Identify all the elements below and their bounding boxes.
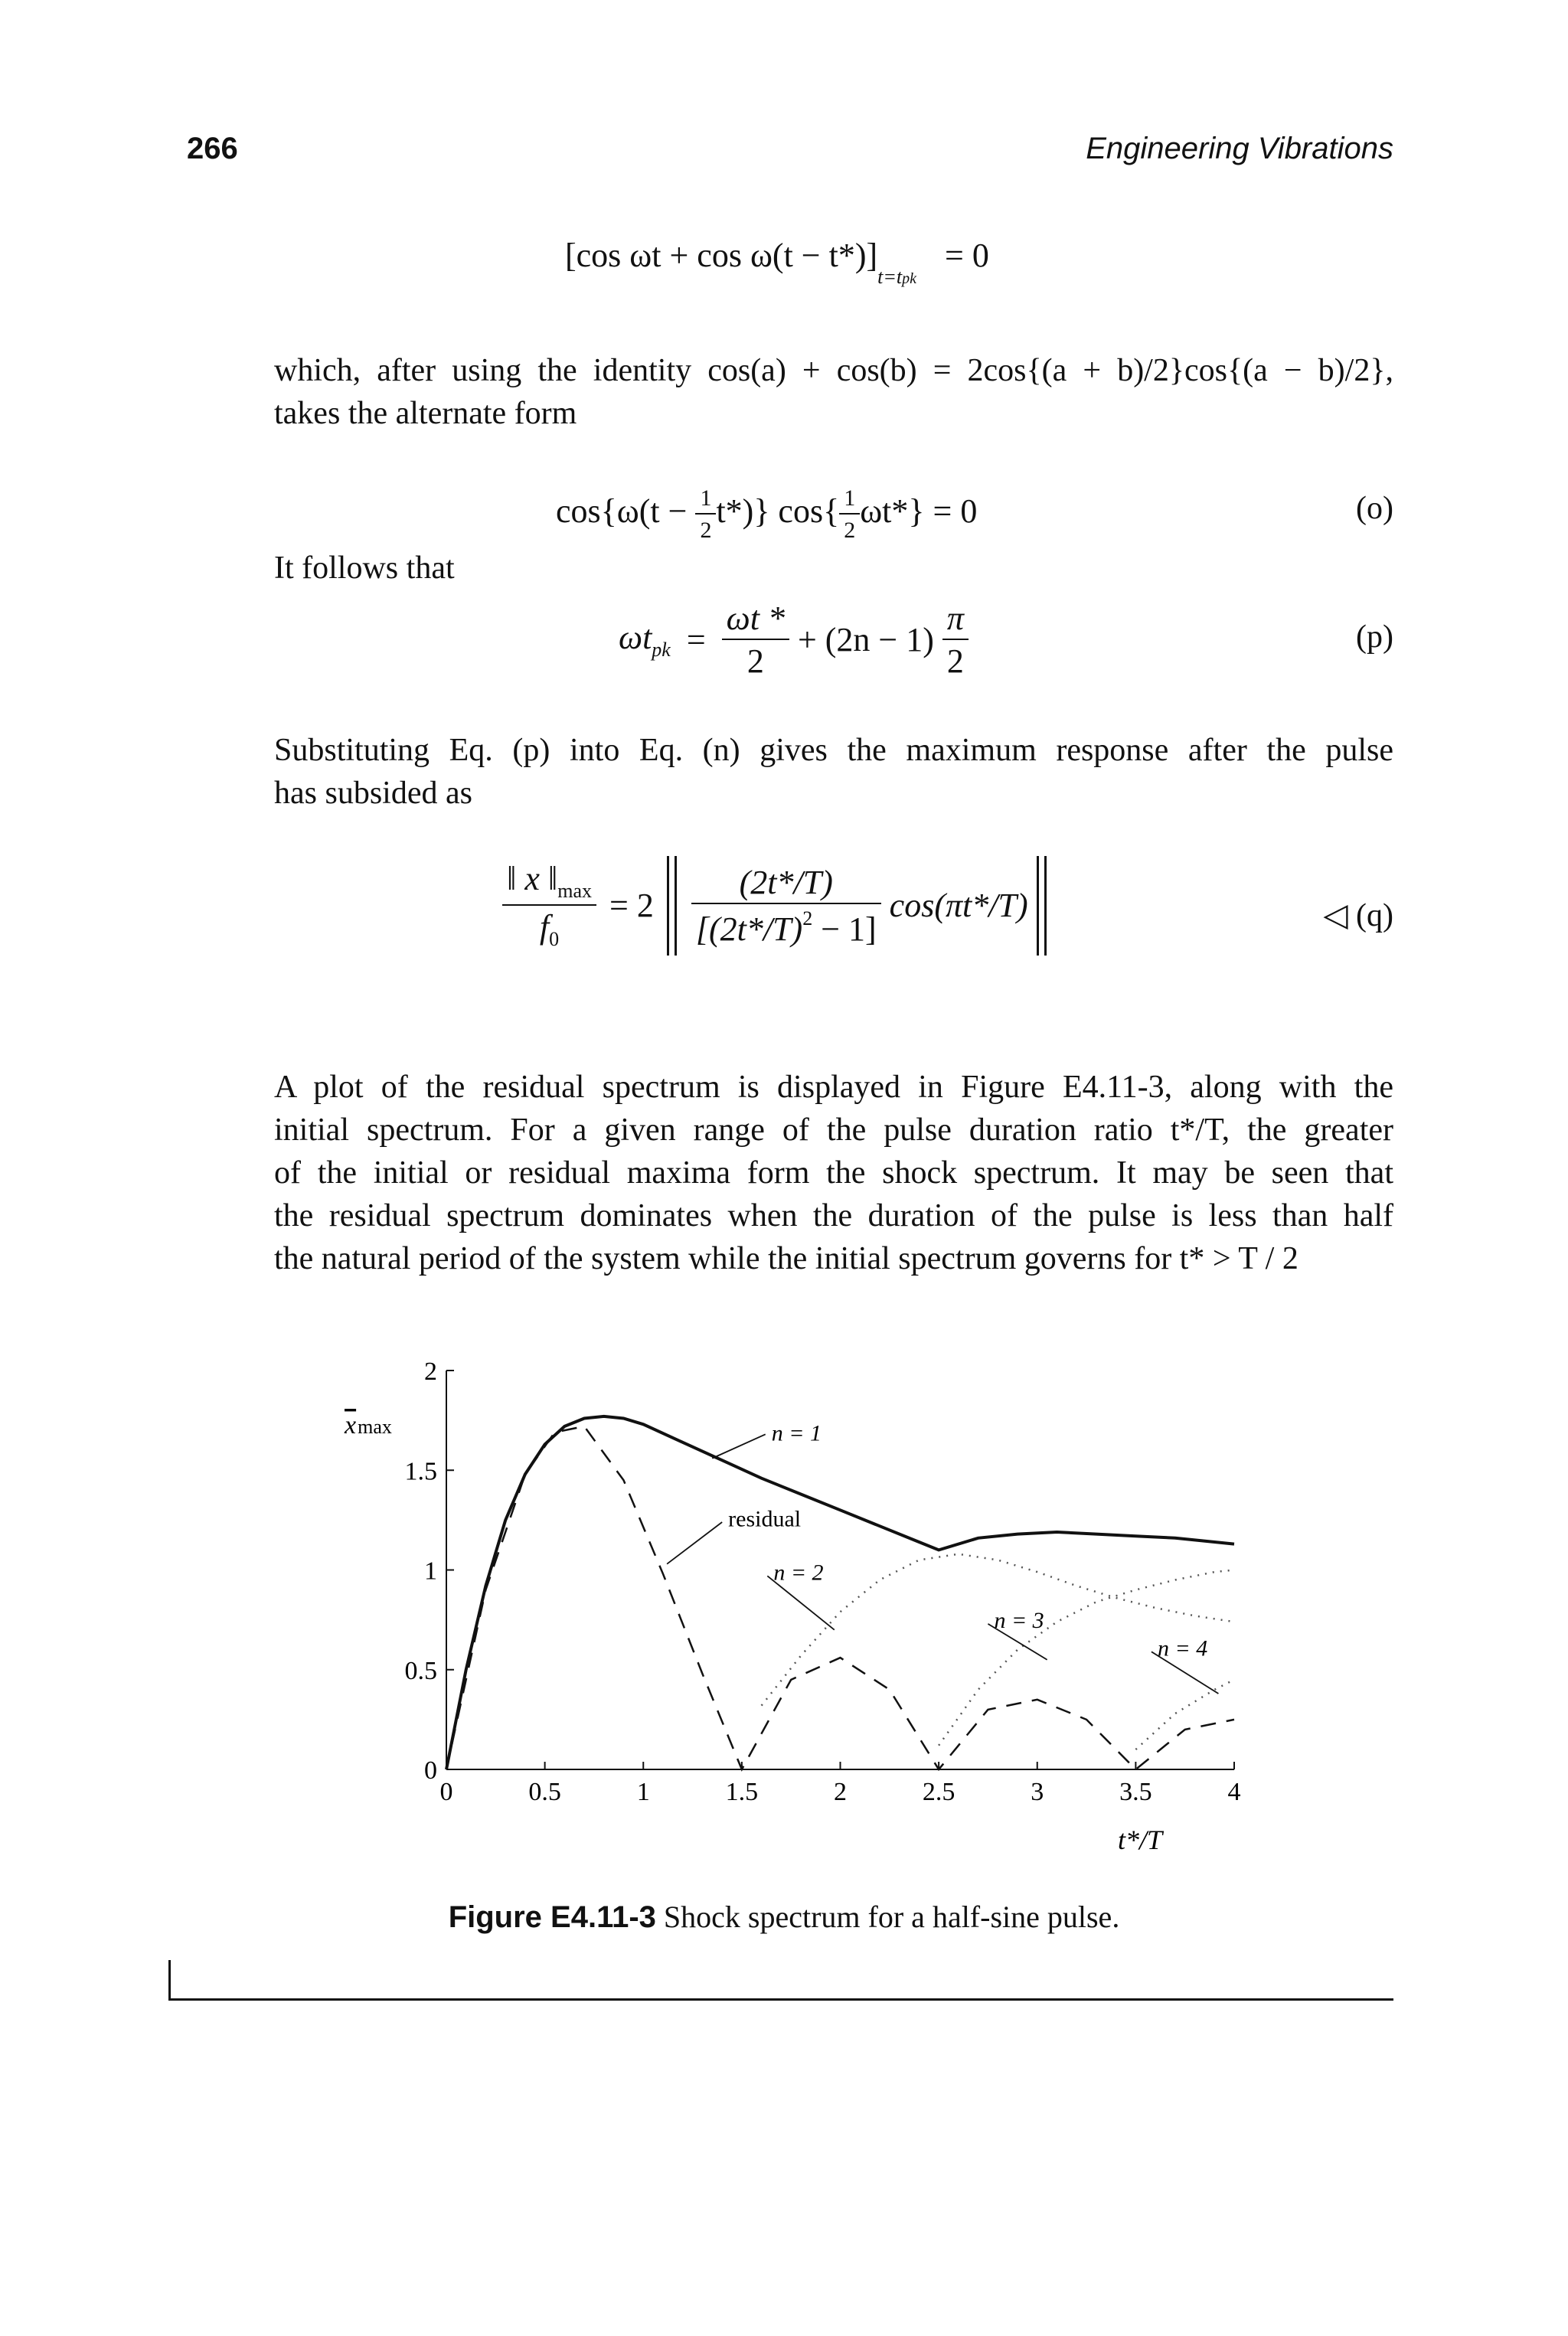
equation-p-lhs: ωt: [619, 618, 652, 656]
equation-o-half-2-num: 1: [839, 487, 860, 515]
x-tick-label: 0.5: [528, 1778, 561, 1806]
equation-q-label: ◁ (q): [1323, 898, 1393, 933]
equation-o-half-1-num: 1: [695, 487, 716, 515]
equation-o: [556, 487, 977, 542]
annotation-leader: [712, 1434, 765, 1458]
y-tick-label: 1: [424, 1557, 437, 1586]
x-tick-label: 2: [834, 1778, 847, 1806]
equation-o-half-2-den: 2: [844, 518, 856, 543]
equation-p-fraction-1-den: 2: [746, 642, 764, 680]
equation-q-lhs-den-sub: 0: [549, 928, 560, 950]
equation-p-equals: =: [686, 621, 706, 658]
paragraph-identity: [274, 349, 1393, 435]
equation-q-lhs-fraction: [502, 862, 596, 949]
equation-o-half-1: [695, 487, 716, 542]
y-tick-label: 2: [424, 1357, 437, 1386]
equation-q: [502, 856, 1047, 956]
equation-q-equals: = 2: [609, 887, 654, 924]
bottom-rule-vertical: [168, 1960, 171, 2000]
equation-q-inner-num: (2t*/T): [691, 866, 881, 904]
equation-q-right-norm-bars: [1037, 856, 1047, 956]
y-tick-label: 0: [424, 1756, 437, 1785]
annotation-label: n = 3: [994, 1608, 1044, 1634]
annotation-label: n = 4: [1157, 1635, 1208, 1661]
equation-p-fraction-1-num: ωt *: [722, 602, 789, 640]
equation-o-part-c: ωt*} = 0: [860, 492, 978, 531]
paragraph-substituting-line-2: has subsided as: [274, 776, 472, 811]
x-tick-label: 1.5: [725, 1778, 759, 1806]
x-tick-label: 4: [1227, 1778, 1241, 1806]
equation-q-inner-fraction: [691, 863, 881, 948]
annotation-leader: [667, 1522, 722, 1564]
equation-o-half-2: [839, 487, 860, 542]
paragraph-identity-line-2: takes the alternate form: [274, 396, 577, 431]
bottom-rule-horizontal: [168, 1998, 1393, 2001]
figure-caption: [0, 1899, 1568, 1935]
paragraph-residual-line-2: initial spectrum. For a given range of the pulse duration ratio t*/T, the greater: [274, 1112, 1393, 1148]
annotation-label: n = 1: [771, 1420, 822, 1446]
equation-p-lhs-sub: pk: [652, 638, 671, 661]
x-tick-label: 2.5: [922, 1778, 956, 1806]
equation-o-part-b: t*)} cos{: [716, 492, 840, 531]
figure-caption-text: Shock spectrum for a half-sine pulse.: [663, 1900, 1120, 1934]
paragraph-substituting-line-1: Substituting Eq. (p) into Eq. (n) gives the maximum response after the pulse: [274, 733, 1393, 768]
equation-p-fraction-2: [942, 602, 969, 678]
y-tick-label: 0.5: [404, 1656, 437, 1685]
running-title: Engineering Vibrations: [1086, 132, 1393, 165]
x-tick-label: 0: [439, 1778, 453, 1806]
chart-y-label: xmax: [345, 1411, 392, 1439]
equation-p-fraction-2-num: π: [942, 602, 969, 640]
equation-p: [619, 602, 969, 678]
equation-p-label: (p): [1356, 619, 1393, 655]
equation-peak-condition: [565, 239, 989, 287]
figure-caption-label: Figure E4.11-3: [448, 1900, 656, 1934]
equation-q-lhs-num: ‖ x ‖: [507, 860, 558, 897]
annotation-label: n = 2: [773, 1560, 824, 1586]
equation-q-left-norm-bars: [667, 856, 677, 956]
paragraph-follows: It follows that: [274, 551, 455, 586]
paragraph-residual-line-4: the residual spectrum dominates when the duration of the pulse is less than half: [274, 1198, 1393, 1233]
paragraph-residual-spectrum: [274, 1066, 1393, 1280]
annotation-label: residual: [728, 1506, 802, 1532]
equation-q-inner-den-sup: 2: [802, 907, 813, 929]
equation-q-inner-den: [(2t*/T): [695, 910, 803, 948]
equation-q-inner-den-tail: − 1]: [812, 910, 877, 948]
equation-p-middle: + (2n − 1): [797, 621, 934, 658]
chart-series: [446, 1416, 1234, 1769]
paragraph-residual-line-1: A plot of the residual spectrum is displayed in Figure E4.11-3, along with the: [274, 1070, 1393, 1105]
chart-x-label: t*/T: [1118, 1825, 1163, 1855]
equation-o-part-a: cos{ω(t −: [556, 492, 696, 531]
equation-peak-rhs: = 0: [945, 237, 989, 274]
series-line-dotted-5: [1135, 1680, 1234, 1750]
equation-p-fraction-1: [722, 602, 789, 678]
x-tick-label: 3.5: [1119, 1778, 1152, 1806]
page-number: 266: [187, 132, 238, 165]
equation-peak-subscript-pk: pk: [902, 270, 917, 287]
equation-q-trailing-cos: cos(πt*/T): [889, 887, 1028, 924]
equation-o-label: (o): [1356, 491, 1393, 526]
equation-p-fraction-2-den: 2: [946, 642, 964, 680]
x-tick-label: 3: [1031, 1778, 1044, 1806]
equation-peak-lhs: [cos ωt + cos ω(t − t*)]: [565, 237, 878, 274]
equation-q-lhs-num-sub: max: [557, 880, 593, 902]
paragraph-residual-line-5: the natural period of the system while the initial spectrum governs for t* > T / 2: [274, 1241, 1298, 1276]
equation-o-half-1-den: 2: [700, 518, 712, 543]
y-tick-label: 1.5: [404, 1457, 437, 1486]
series-line-solid-1: [446, 1416, 1234, 1769]
equation-peak-subscript: t=t: [877, 266, 903, 288]
paragraph-residual-line-3: of the initial or residual maxima form the shock spectrum. It may be seen that: [274, 1155, 1393, 1191]
paragraph-identity-line-1: which, after using the identity cos(a) + cos(b) = 2cos{(a + b)/2}cos{(a − b)/2},: [274, 353, 1393, 388]
paragraph-substituting: [274, 729, 1393, 815]
x-tick-label: 1: [636, 1778, 650, 1806]
shock-spectrum-chart: [306, 1348, 1302, 1868]
equation-q-lhs-den: f: [539, 908, 550, 946]
chart-annotations: [667, 1420, 1218, 1694]
